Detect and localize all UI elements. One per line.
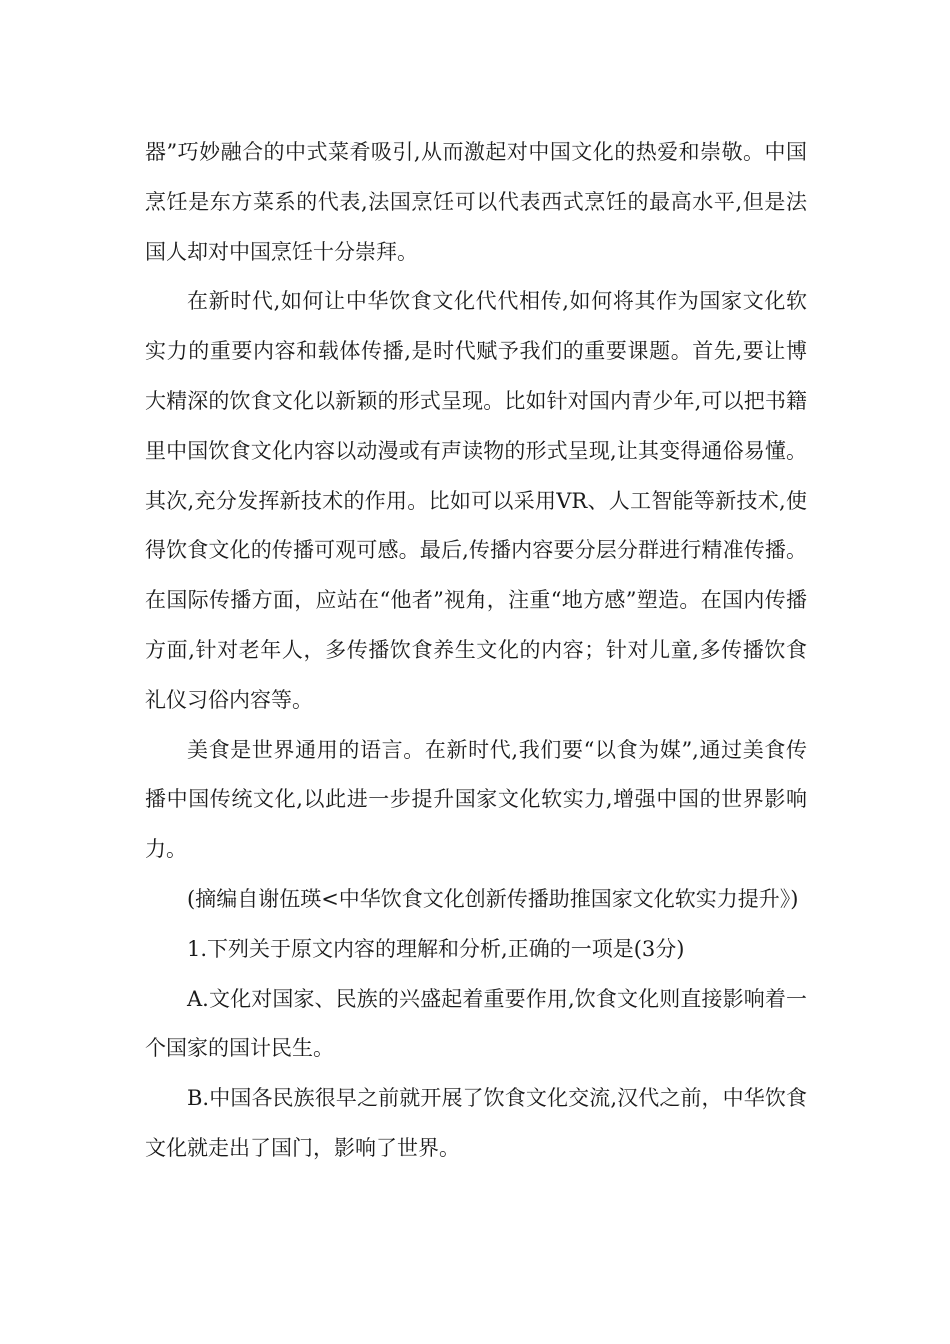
- question-1: 1.下列关于原文内容的理解和分析,正确的一项是(3分): [187, 936, 685, 961]
- paragraph-conclusion: 美食是世界通用的语言。在新时代,我们要“以食为媒”,通过美食传播中国传统文化,以此进一步提升国家文化软实力,增强中国的世界影响力。: [145, 737, 807, 862]
- option-a: A.文化对国家、民族的兴盛起着重要作用,饮食文化则直接影响着一个国家的国计民生。: [145, 986, 807, 1061]
- source-citation: (摘编自谢伍瑛<中华饮食文化创新传播助推国家文化软实力提升》): [187, 886, 799, 911]
- paragraph-new-era: 在新时代,如何让中华饮食文化代代相传,如何将其作为国家文化软实力的重要内容和载体传播,是时代赋予我们的重要课题。首先,要让博大精深的饮食文化以新颖的形式呈现。比如针对国内青少年,可以把书籍里中国饮食文化内容以动漫或有声读物的形式呈现,让其变得通俗易懂。其次,充分发挥新技术的作用。比如可以采用VR、人工智能等新技术,使得饮食文化的传播可观可感。最后,传播内容要分层分群进行精准传播。在国际传播方面，应站在“他者”视角，注重“地方感”塑造。在国内传播方面,针对老年人，多传播饮食养生文化的内容；针对儿童,多传播饮食礼仪习俗内容等。: [145, 289, 807, 712]
- paragraph-continuation: 器”巧妙融合的中式菜肴吸引,从而激起对中国文化的热爱和崇敬。中国烹饪是东方菜系的代表,法国烹饪可以代表西式烹饪的最高水平,但是法国人却对中国烹饪十分崇拜。: [145, 140, 807, 264]
- document-page: [145, 128, 807, 1174]
- option-b: B.中国各民族很早之前就开展了饮食文化交流,汉代之前，中华饮食文化就走出了国门，影响了世界。: [145, 1086, 807, 1160]
